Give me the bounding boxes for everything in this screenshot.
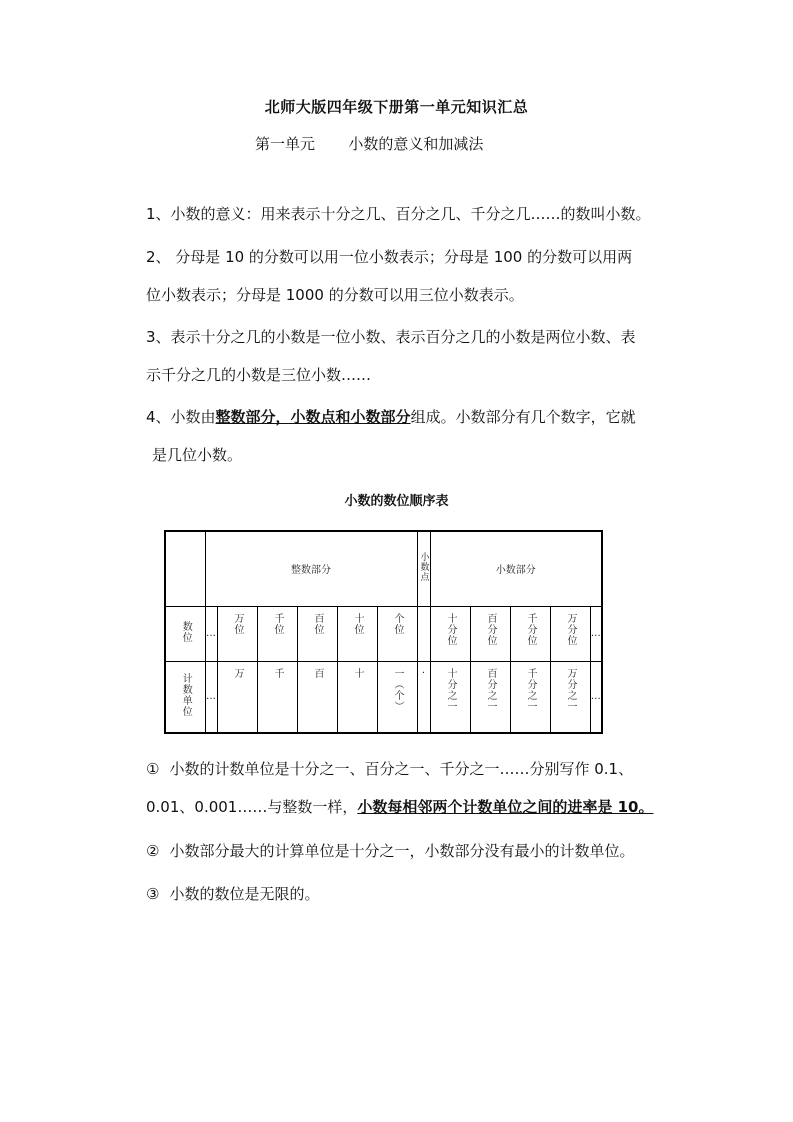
place-tenths: 十分位 [430,606,470,661]
point-2 [146,238,666,314]
point-3 [146,318,666,394]
unit-qian: 千 [257,661,297,733]
ellipsis-left: … [205,606,217,661]
place-ge: 个位 [377,606,417,661]
point-3-line-2: 示千分之几的小数是三位小数…… [146,366,372,384]
point-2-line-2: 位小数表示；分母是 1000 的分数可以用三位小数表示。 [146,286,524,304]
ellipsis-left-unit: … [205,661,217,733]
unit-ten-thousandth: 万分之一 [550,661,590,733]
decimal-point-header: 小数点 [417,531,430,606]
point-4-prefix: 4、小数由 [146,408,216,426]
decimal-part-header: 小数部分 [430,531,602,606]
note-1-text: 小数的计数单位是十分之一、百分之一、千分之一……分别写作 0.1、 [169,760,634,778]
topic-label: 小数的意义和加减法 [348,135,484,153]
unit-label: 第一单元 [255,135,316,153]
note-1-emphasis: 小数每相邻两个计数单位之间的进率是 10。 [357,798,654,816]
place-qian: 千位 [257,606,297,661]
note-3-text: 小数的数位是无限的。 [169,885,320,903]
place-ten-thousandths: 万分位 [550,606,590,661]
row-label-place: 数位 [165,606,205,661]
unit-ge: 一（个） [377,661,417,733]
circle-2-marker: ② [146,842,160,860]
circle-1-marker: ① [146,760,160,778]
point-4-suffix: 组成。小数部分有几个数字，它就 [410,408,636,426]
ellipsis-right-unit: … [590,661,602,733]
place-wan: 万位 [217,606,257,661]
note-1-line-1 [146,750,686,788]
unit-subtitle [255,133,483,154]
page-title: 北师大版四年级下册第一单元知识汇总 [264,98,529,116]
unit-wan: 万 [217,661,257,733]
place-value-table [164,530,603,734]
point-4-line-1 [146,398,666,436]
point-1: 1、小数的意义：用来表示十分之几、百分之几、千分之几……的数叫小数。 [146,205,651,223]
ellipsis-right: … [590,606,602,661]
place-shi: 十位 [337,606,377,661]
note-1-line-2 [146,788,686,826]
point-4-line-2: 是几位小数。 [152,446,243,464]
unit-shi: 十 [337,661,377,733]
point-4 [146,398,666,474]
place-bai: 百位 [297,606,337,661]
place-thousandths: 千分位 [510,606,550,661]
row-label-unit: 计数单位 [165,661,205,733]
point-3-line-1: 3、表示十分之几的小数是一位小数、表示百分之几的小数是两位小数、表 [146,328,636,346]
note-1 [146,750,686,826]
circle-3-marker: ③ [146,885,160,903]
note-3 [146,875,686,913]
note-2 [146,832,686,870]
unit-hundredth: 百分之一 [470,661,510,733]
table-title: 小数的数位顺序表 [344,494,449,509]
unit-tenth: 十分之一 [430,661,470,733]
integer-part-header: 整数部分 [205,531,417,606]
point-4-emphasis: 整数部分，小数点和小数部分 [215,408,411,426]
point-2-line-1: 2、 分母是 10 的分数可以用一位小数表示；分母是 100 的分数可以用两 [146,248,633,266]
decimal-point-col [417,606,430,661]
note-1-prefix: 0.01、0.001……与整数一样， [146,798,358,816]
unit-bai: 百 [297,661,337,733]
corner-cell [165,531,205,606]
place-hundredths: 百分位 [470,606,510,661]
unit-thousandth: 千分之一 [510,661,550,733]
note-2-text: 小数部分最大的计算单位是十分之一，小数部分没有最小的计数单位。 [169,842,635,860]
decimal-point-mark: · [417,661,430,733]
